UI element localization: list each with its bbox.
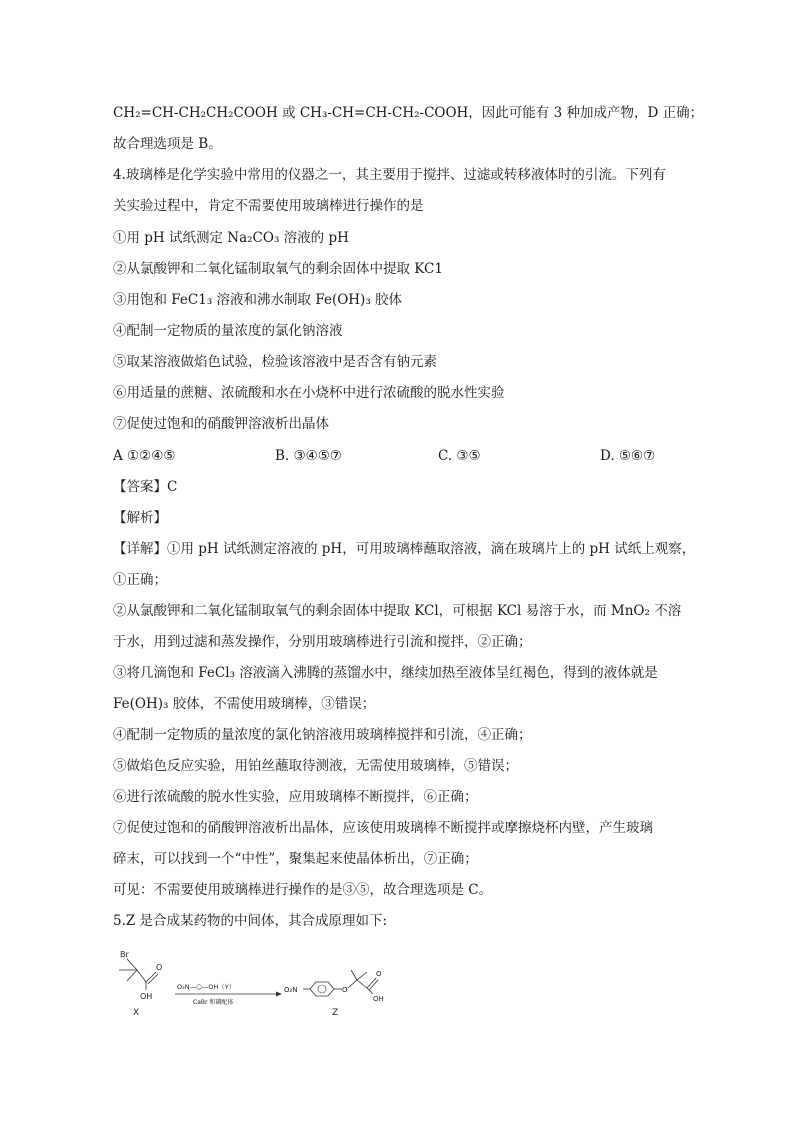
detail-line: 【详解】①用 pH 试纸测定溶液的 pH，可用玻璃棒蘸取溶液，滴在玻璃片上的 pH 试纸上观察， — [113, 541, 696, 557]
ether-o-label: O — [342, 986, 348, 994]
z-label: Z — [332, 1008, 339, 1018]
detail-line: 于水，用到过滤和蒸发操作，分别用玻璃棒进行引流和搅拌，②正确； — [113, 634, 532, 650]
option-b: B. ③④⑤⑦ — [275, 448, 342, 464]
option-d: D. ⑤⑥⑦ — [600, 448, 656, 464]
no2-label: O₂N — [284, 986, 298, 994]
answer: 【答案】C — [113, 479, 178, 495]
text-line: CH₂=CH-CH₂CH₂COOH 或 CH₃-CH=CH-CH₂-COOH，因此可能有 3 种加成产物，D 正确； — [113, 105, 704, 121]
o-label: O — [156, 963, 163, 972]
question-4-stem: 4.玻璃棒是化学实验中常用的仪器之一，其主要用于搅拌、过滤或转移液体时的引流。下列有 — [113, 167, 666, 183]
molecule-z — [284, 970, 384, 1018]
detail-line: ③将几滴饱和 FeCl₃ 溶液滴入沸腾的蒸馏水中，继续加热至液体呈红褐色，得到的液体就是 — [113, 665, 658, 681]
question-5-stem: 5.Z 是合成某药物的中间体，其合成原理如下: — [113, 913, 388, 929]
text-line: 故合理选项是 B。 — [113, 136, 222, 152]
detail-line: ①正确； — [113, 572, 167, 588]
detail-line: ⑦促使过饱和的硝酸钾溶液析出晶体，应该使用玻璃棒不断搅拌或摩擦烧杯内壁，产生玻璃 — [113, 820, 653, 836]
detail-line: ⑤做焰色反应实验，用铂丝蘸取待测液，无需使用玻璃棒，⑤错误； — [113, 758, 518, 774]
item-1: ①用 pH 试纸测定 Na₂CO₃ 溶液的 pH — [113, 230, 349, 246]
item-3: ③用饱和 FeC1₃ 溶液和沸水制取 Fe(OH)₃ 胶体 — [113, 292, 403, 308]
br-label: Br — [120, 950, 129, 959]
item-5: ⑤取某溶液做焰色试验，检验该溶液中是否含有钠元素 — [113, 354, 437, 370]
benzene-ring — [310, 982, 334, 996]
molecule-x — [119, 950, 162, 1018]
detail-line: ④配制一定物质的量浓度的氯化钠溶液用玻璃棒搅拌和引流，④正确； — [113, 727, 532, 743]
x-label: X — [133, 1008, 140, 1018]
item-4: ④配制一定物质的量浓度的氯化钠溶液 — [113, 323, 343, 339]
conclusion: 可见：不需要使用玻璃棒进行操作的是③⑤，故合理选项是 C。 — [113, 882, 493, 898]
detail-line: ②从氯酸钾和二氧化锰制取氧气的剩余固体中提取 KCl，可根据 KCl 易溶于水，而 MnO₂ 不溶 — [113, 603, 682, 619]
oh-label: OH — [373, 995, 384, 1003]
reaction-conditions: CaBr 和磷配体 — [193, 999, 234, 1006]
item-7: ⑦促使过饱和的硝酸钾溶液析出晶体 — [113, 416, 329, 432]
option-c: C. ③⑤ — [438, 448, 481, 464]
detail-line: 碎末，可以找到一个“中性”，聚集起来使晶体析出，⑦正确； — [113, 851, 478, 867]
detail-line: Fe(OH)₃ 胶体，不需使用玻璃棒，③错误； — [113, 696, 376, 712]
detail-line: ⑥进行浓硫酸的脱水性实验，应用玻璃棒不断搅拌，⑥正确； — [113, 789, 478, 805]
item-2: ②从氯酸钾和二氧化锰制取氧气的剩余固体中提取 KC1 — [113, 261, 443, 277]
analysis-heading: 【解析】 — [113, 510, 167, 526]
reaction-arrow — [175, 983, 282, 1006]
oh-label: OH — [140, 992, 153, 1001]
question-4-stem: 关实验过程中，肯定不需要使用玻璃棒进行操作的是 — [113, 198, 424, 214]
synthesis-scheme — [113, 944, 413, 1019]
reagent-y: O₂N—⬡—OH（Y） — [177, 983, 236, 991]
item-6: ⑥用适量的蔗糖、浓硫酸和水在小烧杯中进行浓硫酸的脱水性实验 — [113, 385, 505, 401]
option-a: A ①②④⑤ — [113, 448, 176, 464]
carbonyl-o-label: O — [376, 970, 382, 978]
